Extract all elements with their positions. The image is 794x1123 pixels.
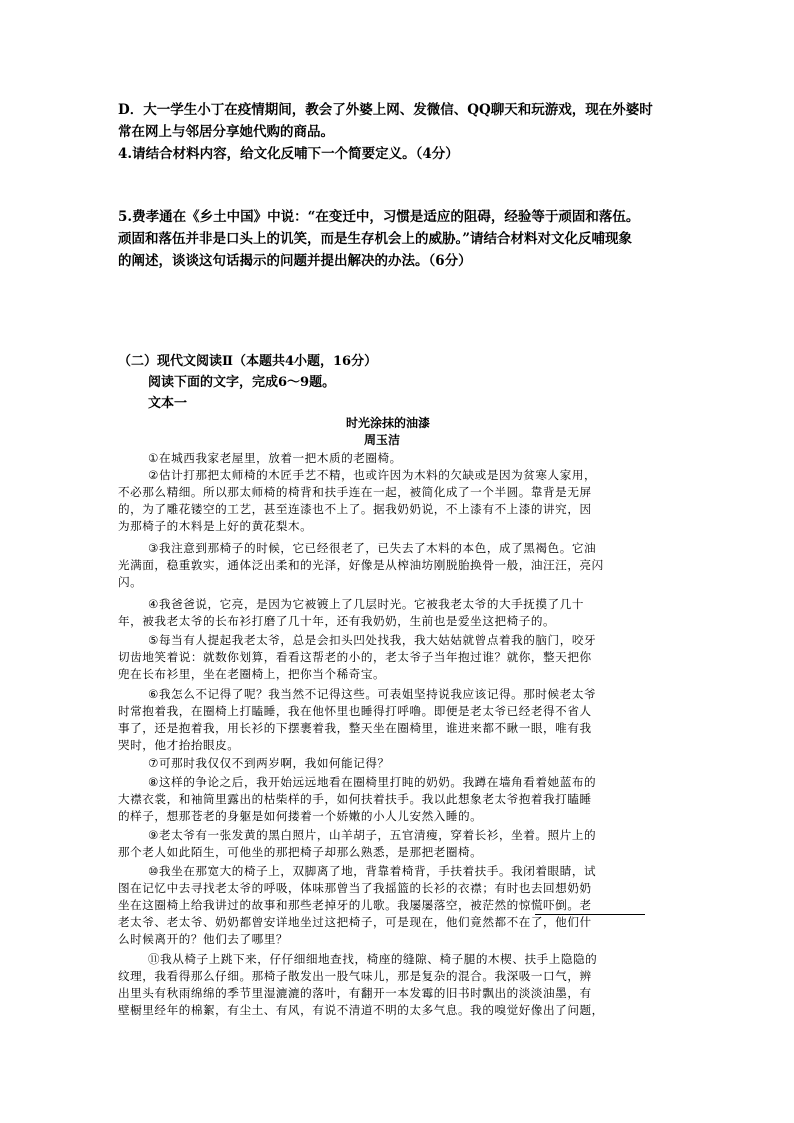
- option-d-line-2: 常在网上与邻居分享她代购的商品。: [118, 124, 334, 140]
- article-title: 时光涂抹的油漆: [346, 416, 431, 430]
- article-line: ⑤每当有人提起我老太爷，总是会扣头凹处找我，我大姑姑就曾点着我的脑门，咬牙: [148, 633, 597, 647]
- article-line: ⑦可那时我仅仅不到两岁啊，我如何能记得？: [148, 756, 390, 770]
- article-line: 哭时，他才抬抬眼皮。: [118, 738, 240, 752]
- question-5-line-1: 5.费孝通在《乡土中国》中说：“在变迁中，习惯是适应的阻碍，经验等于顽固和落伍。: [118, 209, 640, 225]
- article-line: ①在城西我家老屋里，放着一把木质的老圈椅。: [148, 451, 402, 465]
- underline-mark: [535, 914, 645, 915]
- article-line: 兜在长布衫里，坐在老圈椅上，把你当个稀奇宝。: [118, 667, 386, 681]
- article-line: 的，为了雕花镂空的工艺，甚至连漆也不上了。据我奶奶说，不上漆有不上漆的讲究，因: [118, 502, 592, 516]
- section-instruction: 阅读下面的文字，完成6～9题。: [148, 375, 336, 390]
- article-author: 周玉洁: [364, 433, 401, 447]
- article-line: ⑨老太爷有一张发黄的黑白照片，山羊胡子，五官清瘦，穿着长衫，坐着。照片上的: [148, 828, 597, 842]
- article-line: 的样子，想那苍老的身躯是如何搂着一个娇嫩的小人儿安然入睡的。: [118, 809, 483, 823]
- article-line: ⑧这样的争论之后，我开始远远地看在圈椅里打盹的奶奶。我蹲在墙角看着她蓝布的: [148, 775, 597, 789]
- article-line: 光满面，稳重敦实，通体泛出柔和的光泽，好像是从榨油坊刚脱胎换骨一般，油汪汪，亮闪: [118, 558, 604, 572]
- article-line: 不必那么精细。所以那太师椅的椅背和扶手连在一起，被简化成了一个半圆。靠背是无屏: [118, 485, 592, 499]
- article-line: 闪。: [118, 575, 143, 589]
- article-line: 纹理，我看得那么仔细。那椅子散发出一股气味儿，那是复杂的混合。我深吸一口气，辨: [118, 969, 592, 983]
- article-line: 年，被我老太爷的长布衫打磨了几十年，还有我奶奶，生前也是爱坐这把椅子的。: [118, 614, 556, 628]
- article-line: ⑪我从椅子上跳下来，仔仔细细地查找，椅座的缝隙、椅子腿的木楔、扶手上隐隐的: [148, 952, 598, 966]
- article-line: 出里头有秋雨绵绵的季节里湿漉漉的落叶，有翻开一本发霉的旧书时飘出的淡淡油墨，有: [118, 986, 592, 1000]
- question-5-line-2: 顽固和落伍并非是口头上的讥笑，而是生存机会上的威胁。”请结合材料对文化反哺现象: [118, 231, 633, 247]
- question-4: 4.请结合材料内容，给文化反哺下一个简要定义。（4分）: [118, 146, 459, 162]
- article-line: 坐在这圈椅上给我讲过的故事和那些老掉牙的儿歌。我屡屡落空，被茫然的惊慌吓倒。老: [118, 898, 592, 912]
- article-line: 事了，还是抱着我，用长衫的下摆裹着我，整天坐在圈椅里，谁进来都不瞅一眼，唯有我: [118, 721, 592, 735]
- section-heading: （二）现代文阅读Ⅱ（本题共4小题，16分）: [118, 354, 378, 369]
- article-line: 图在记忆中去寻找老太爷的呼吸，体味那曾当了我摇篮的长衫的衣襟；有时也去回想奶奶: [118, 881, 592, 895]
- article-line: ⑩我坐在那宽大的椅子上，双脚离了地，背靠着椅背，手扶着扶手。我闭着眼睛，试: [148, 864, 597, 878]
- article-line: 大襟衣裳，和袖筒里露出的枯柴样的手，如何扶着扶手。我以此想象老太爷抱着我打瞌睡: [118, 792, 592, 806]
- article-line: 么时候离开的？他们去了哪里？: [118, 932, 289, 946]
- article-line: ⑥我怎么不记得了呢？我当然不记得这些。可表姐坚持说我应该记得。那时候老太爷: [148, 687, 597, 701]
- article-line: ②估计打那把太师椅的木匠手艺不精，也或许因为木料的欠缺或是因为贫寒人家用，: [148, 468, 597, 482]
- article-line: 壁橱里经年的棉絮，有尘土、有风，有说不清道不明的太多气息。我的嗅觉好像出了问题，: [118, 1003, 604, 1017]
- question-5-line-3: 的阐述，谈谈这句话揭示的问题并提出解决的办法。（6分）: [118, 253, 472, 269]
- text-label: 文本一: [148, 396, 188, 411]
- article-line: 时常抱着我，在圈椅上打瞌睡，我在他怀里也睡得打呼噜。即便是老太爷已经老得不省人: [118, 704, 592, 718]
- article-line: ④我爸爸说，它亮，是因为它被镀上了几层时光。它被我老太爷的大手抚摸了几十: [148, 597, 584, 611]
- article-line: 为那椅子的木料是上好的黄花梨木。: [118, 519, 313, 533]
- article-line: 老太爷、老太爷、奶奶都曾安详地坐过这把椅子，可是现在，他们竟然都不在了，他们什: [118, 915, 592, 929]
- article-line: 那个老人如此陌生，可他坐的那把椅子却那么熟悉，是那把老圈椅。: [118, 845, 483, 859]
- article-line: 切齿地笑着说：就数你划算，看看这帮老的小的，老太爷子当年抱过谁？就你，整天把你: [118, 650, 592, 664]
- option-d-line-1: D．大一学生小丁在疫情期间，教会了外婆上网、发微信、QQ聊天和玩游戏，现在外婆时: [118, 102, 653, 118]
- article-line: ③我注意到那椅子的时候，它已经很老了，已失去了木料的本色，成了黑褐色。它油: [148, 541, 597, 555]
